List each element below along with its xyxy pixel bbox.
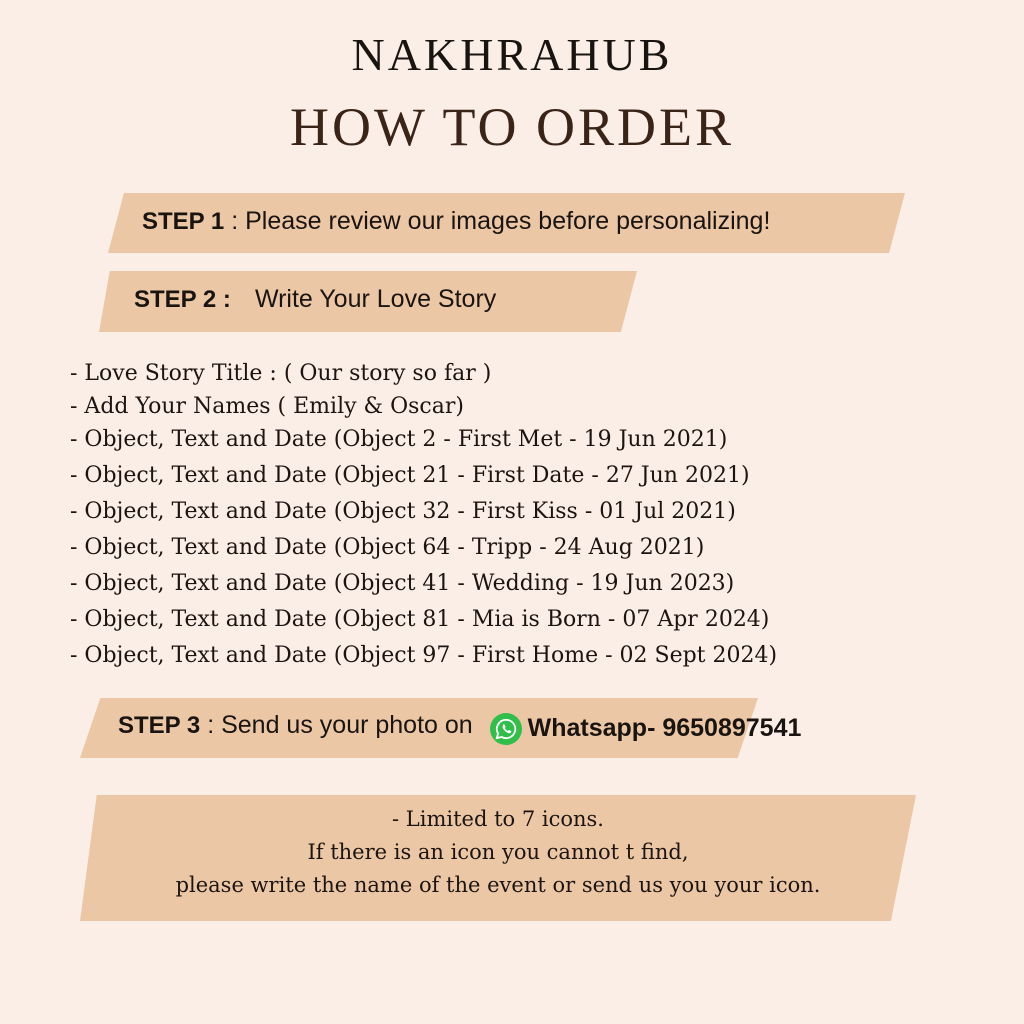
- brand-name: NAKHRAHUB: [351, 29, 673, 80]
- list-item: - Love Story Title : ( Our story so far ): [70, 361, 492, 386]
- list-item: - Add Your Names ( Emily & Oscar): [70, 394, 464, 419]
- step-1: [142, 207, 770, 236]
- love-story-list: [70, 356, 777, 674]
- whatsapp-label: Whatsapp: [527, 714, 648, 743]
- list-item: - Object, Text and Date (Object 64 - Tripp - 24 Aug 2021): [70, 535, 705, 560]
- page-title: HOW TO ORDER: [289, 97, 735, 157]
- phone-number[interactable]: - 9650897541: [647, 714, 802, 743]
- step-2: [134, 285, 496, 314]
- list-item: - Object, Text and Date (Object 81 - Mia is Born - 07 Apr 2024): [70, 607, 770, 632]
- list-item: - Object, Text and Date (Object 32 - First Kiss - 01 Jul 2021): [70, 499, 736, 524]
- whatsapp-icon: [490, 713, 522, 745]
- note-line-2: If there is an icon you cannot t find,: [307, 840, 689, 864]
- step-3: [118, 711, 801, 745]
- list-item: - Object, Text and Date (Object 41 - Wedding - 19 Jun 2023): [70, 571, 735, 596]
- note-line-1: - Limited to 7 icons.: [392, 807, 604, 831]
- step-3-label: STEP 3: [118, 712, 201, 739]
- list-item: - Object, Text and Date (Object 97 - First Home - 02 Sept 2024): [70, 643, 778, 668]
- list-item: - Object, Text and Date (Object 2 - First Met - 19 Jun 2021): [70, 427, 728, 452]
- list-item: - Object, Text and Date (Object 21 - First Date - 27 Jun 2021): [70, 463, 750, 488]
- step-2-label: STEP 2 :: [134, 286, 231, 313]
- icon-note: [80, 803, 916, 902]
- step-1-label: STEP 1: [142, 208, 225, 235]
- step-2-text: Write Your Love Story: [254, 285, 497, 313]
- whatsapp-contact[interactable]: [490, 713, 802, 745]
- step-3-text: : Send us your photo on: [200, 711, 480, 739]
- note-line-3: please write the name of the event or send us you your icon.: [175, 873, 821, 897]
- step-1-text: : Please review our images before personalizing!: [224, 207, 771, 235]
